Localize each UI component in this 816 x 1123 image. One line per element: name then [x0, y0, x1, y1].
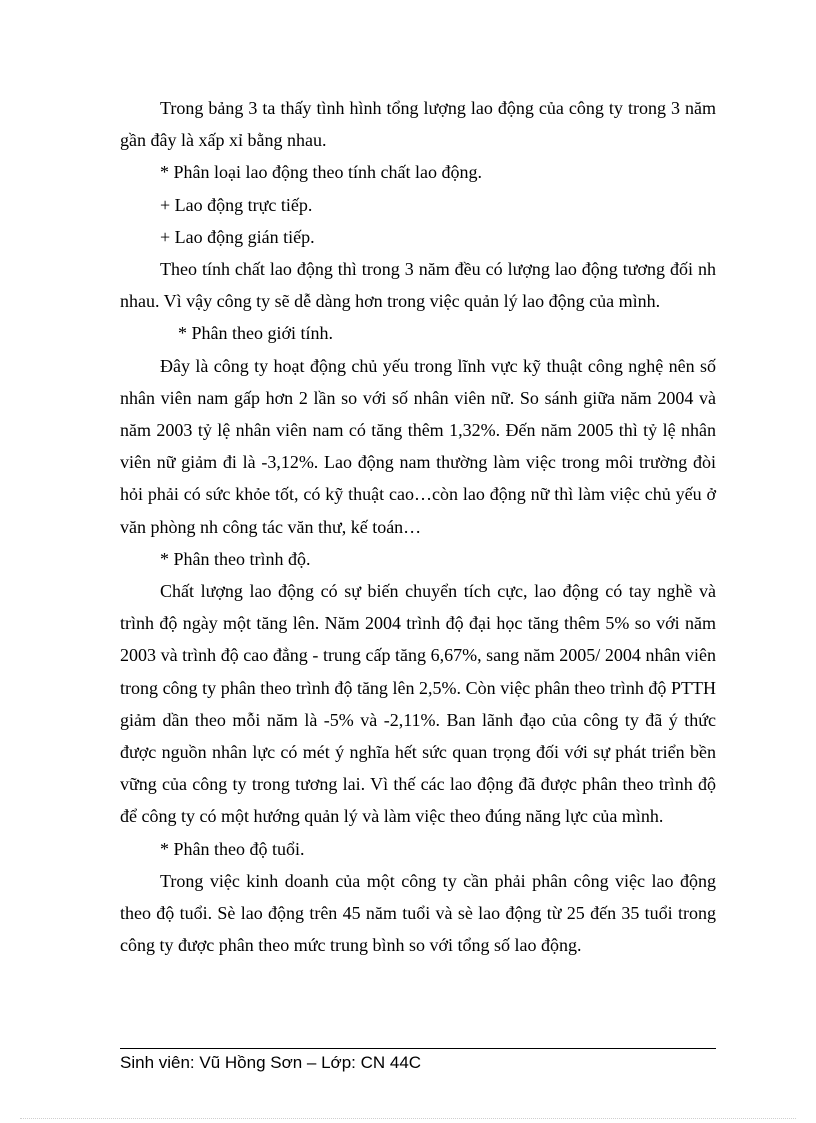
heading-education: * Phân theo trình độ.: [160, 548, 311, 569]
heading-age: * Phân theo độ tuổi.: [160, 838, 305, 859]
list-item-direct-labor: + Lao động trực tiếp.: [160, 194, 313, 215]
paragraph-age: Trong việc kinh doanh của một công ty cần phải phân công việc lao động theo độ tuổi. Sè lao động trên 45 năm tuổi và sè lao động từ 25 đến 35 tuổi trong công ty được phân theo mức trung bình so với tổng số lao động.: [120, 870, 716, 956]
body-text: [120, 92, 716, 961]
page-bottom-border: [20, 1118, 796, 1119]
footer-author: Sinh viên: Vũ Hồng Sơn – Lớp: CN 44C: [120, 1053, 422, 1072]
list-item-indirect-labor: + Lao động gián tiếp.: [160, 226, 315, 247]
paragraph-labor-nature: Theo tính chất lao động thì trong 3 năm đều có lượng lao động tương đối nh nhau. Vì vậy công ty sẽ dễ dàng hơn trong việc quản lý lao động của mình.: [120, 259, 716, 312]
heading-gender: * Phân theo giới tính.: [178, 323, 334, 344]
heading-labor-nature: * Phân loại lao động theo tính chất lao động.: [160, 162, 482, 183]
paragraph-education: Chất lượng lao động có sự biến chuyển tích cực, lao động có tay nghề và trình độ ngày một tăng lên. Năm 2004 trình độ đại học tăng thêm 5% so với năm 2003 và trình độ cao đẳng - trung cấp tăng 6,67%, sang năm 2005/ 2004 nhân viên trong công ty phân theo trình độ tăng lên 2,5%. Còn việc phân theo trình độ PTTH giảm dần theo mỗi năm là -5% và -2,11%. Ban lãnh đạo của công ty đã ý thức được nguồn nhân lực có mét ý nghĩa hết sức quan trọng đối với sự phát triển bền vững của công ty trong tương lai. Vì thế các lao động đã được phân theo trình độ để công ty có một hướng quản lý và làm việc theo đúng năng lực của mình.: [120, 581, 716, 827]
paragraph-intro: Trong bảng 3 ta thấy tình hình tổng lượng lao động của công ty trong 3 năm gần đây là xấp xỉ bằng nhau.: [120, 98, 716, 151]
paragraph-gender: Đây là công ty hoạt động chủ yếu trong lĩnh vực kỹ thuật công nghệ nên số nhân viên nam gấp hơn 2 lần so với số nhân viên nữ. So sánh giữa năm 2004 và năm 2003 tỷ lệ nhân viên nam có tăng thêm 1,32%. Đến năm 2005 thì tỷ lệ nhân viên nữ giảm đi là -3,12%. Lao động nam thường làm việc trong môi trường đòi hỏi phải có sức khỏe tốt, có kỹ thuật cao…còn lao động nữ thì làm việc chủ yếu ở văn phòng nh công tác văn thư, kế toán…: [120, 355, 716, 537]
footer-divider: [120, 1048, 716, 1049]
